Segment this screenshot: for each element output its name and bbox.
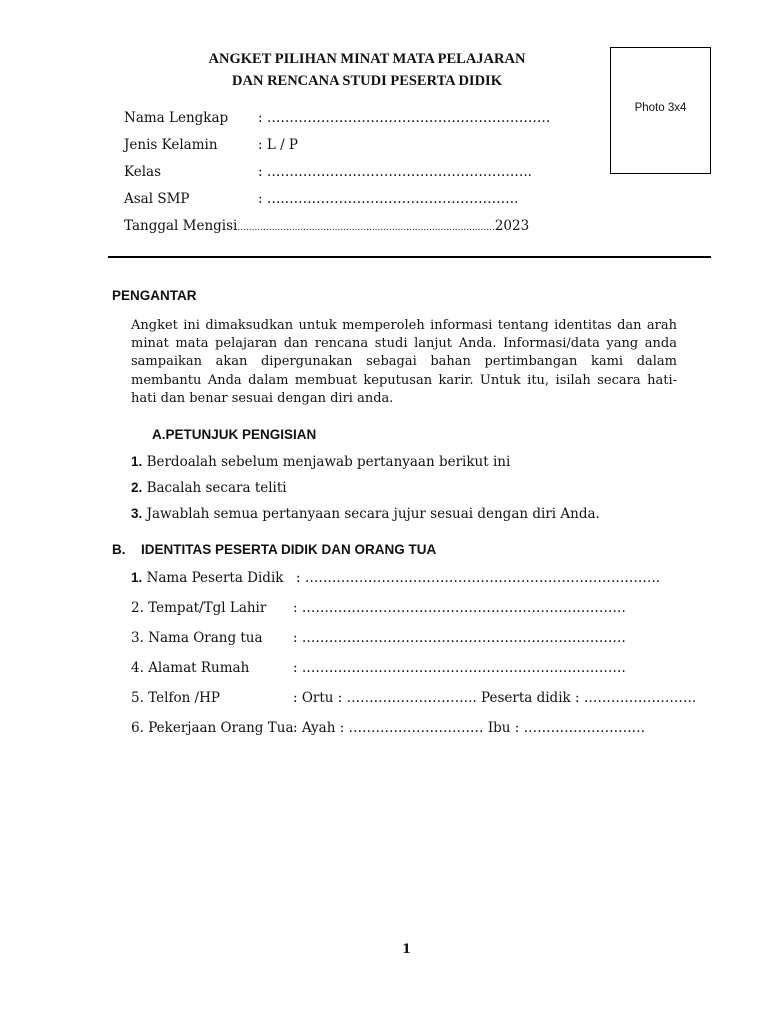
identity-item-6: [131, 720, 294, 736]
field-value-asal-smp[interactable]: : ….…………………………………………….: [258, 191, 519, 207]
instruction-item: [131, 454, 510, 470]
identity-label: Nama Peserta Didik: [146, 570, 284, 586]
identity-item-3: [131, 630, 263, 646]
identity-number: 6.: [131, 720, 144, 736]
identity-value-alamat-rumah[interactable]: : ………………………………………………………………: [293, 660, 626, 676]
section-a-heading: A.PETUNJUK PENGISIAN: [152, 427, 317, 442]
field-year: 2023: [494, 218, 530, 234]
field-label-kelas: Kelas: [124, 164, 162, 180]
field-label-nama-lengkap: Nama Lengkap: [124, 110, 229, 126]
identity-item-4: [131, 660, 249, 676]
identity-label: Pekerjaan Orang Tua: [148, 720, 294, 736]
field-value-nama-lengkap[interactable]: : ………………………………………………………: [258, 110, 551, 126]
field-value-tanggal-mengisi[interactable]: ..........................................................................................: [237, 223, 495, 233]
identity-number: 5.: [131, 690, 144, 706]
form-title-line-2: DAN RENCANA STUDI PESERTA DIDIK: [232, 73, 502, 89]
field-label-asal-smp: Asal SMP: [124, 191, 190, 207]
pengantar-text: Angket ini dimaksudkan untuk memperoleh informasi tentang identitas dan arah minat mata pelajaran dan rencana studi lanjut Anda. Informasi/data yang anda sampaikan akan dipergunakan sebagai bahan pertimbangan kami dalam membantu Anda dalam membuat keputusan karir. Untuk itu, isilah secara hati-hati dan benar sesuai dengan diri anda.: [131, 318, 677, 406]
form-title-line-1: ANGKET PILIHAN MINAT MATA PELAJARAN: [208, 51, 526, 67]
page-number: 1: [402, 942, 412, 957]
instruction-item: [131, 506, 600, 522]
instruction-text: Berdoalah sebelum menjawab pertanyaan berikut ini: [146, 454, 511, 470]
identity-value-tempat-tgl-lahir[interactable]: : ………………………………………………………………: [293, 600, 626, 616]
identity-number: 3.: [131, 630, 144, 646]
identity-value-telfon[interactable]: : Ortu : ……………………….. Peserta didik : …………………….: [293, 690, 697, 706]
identity-number: 2.: [131, 600, 144, 616]
instruction-text: Bacalah secara teliti: [146, 480, 287, 496]
instruction-number: 2.: [131, 480, 143, 495]
identity-item-1: [131, 570, 283, 586]
instruction-item: [131, 480, 287, 496]
identity-label: Tempat/Tgl Lahir: [148, 600, 267, 616]
identity-number: 4.: [131, 660, 144, 676]
header-divider: [108, 256, 711, 258]
field-value-jenis-kelamin[interactable]: : L / P: [258, 137, 299, 153]
field-value-kelas[interactable]: : …………………………………………………..: [258, 164, 532, 180]
identity-label: Alamat Rumah: [148, 660, 250, 676]
photo-label: Photo 3x4: [634, 102, 687, 114]
instruction-number: 3.: [131, 506, 143, 521]
instruction-number: 1.: [131, 454, 143, 469]
tanggal-mengisi-row: [124, 218, 529, 234]
identity-value-nama-peserta[interactable]: : …………………………………………………………………….: [296, 570, 661, 586]
section-b-heading: IDENTITAS PESERTA DIDIK DAN ORANG TUA: [141, 542, 437, 557]
photo-placeholder: [610, 47, 711, 174]
section-b-letter: B.: [112, 542, 126, 557]
identity-label: Nama Orang tua: [148, 630, 263, 646]
identity-label: Telfon /HP: [148, 690, 220, 706]
field-label-tanggal-mengisi: Tanggal Mengisi: [124, 218, 238, 234]
identity-item-2: [131, 600, 266, 616]
identity-item-5: [131, 690, 220, 706]
identity-number: 1.: [131, 570, 143, 585]
identity-value-nama-orang-tua[interactable]: : ………………………………………………………………: [293, 630, 626, 646]
pengantar-heading: PENGANTAR: [112, 288, 197, 303]
instruction-text: Jawablah semua pertanyaan secara jujur sesuai dengan diri Anda.: [146, 506, 600, 522]
field-label-jenis-kelamin: Jenis Kelamin: [124, 137, 218, 153]
identity-value-pekerjaan[interactable]: : Ayah : ………………………… Ibu : ………………………: [293, 720, 646, 736]
